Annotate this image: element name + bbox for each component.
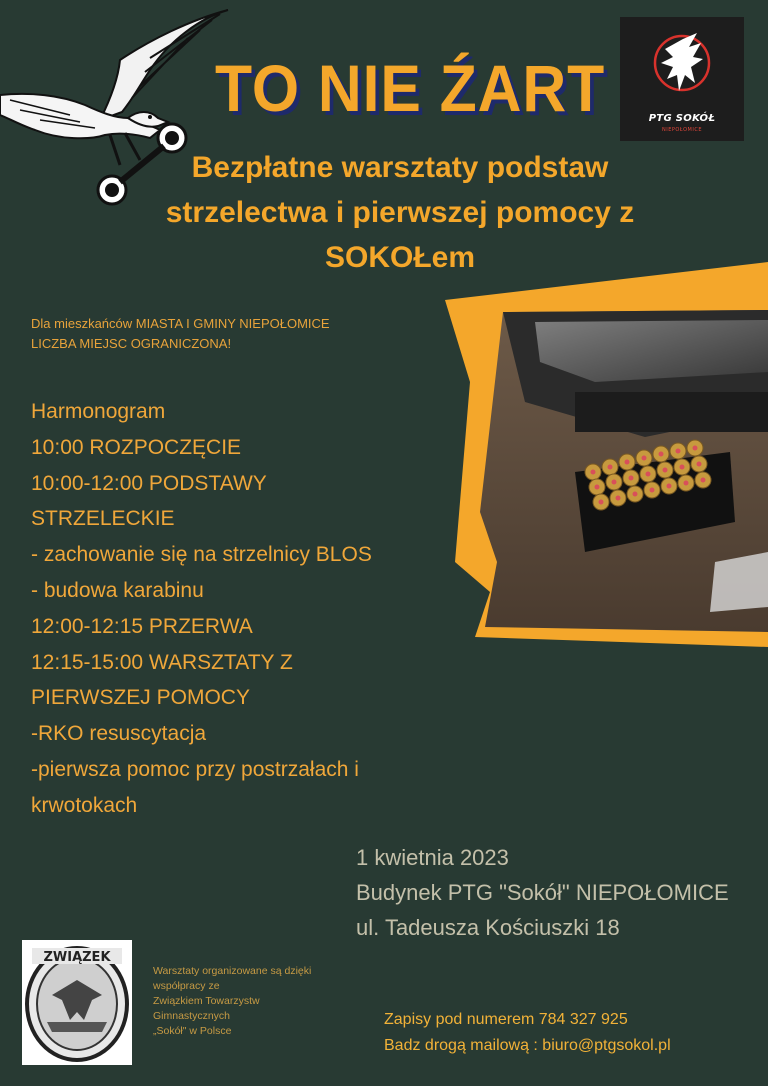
- org-note-line: Związkiem Towarzystw: [153, 995, 260, 1007]
- org-note-line: Warsztaty organizowane są dzięki: [153, 965, 312, 977]
- org-note-line: „Sokół" w Polsce: [153, 1025, 232, 1037]
- subtitle-line-3: SOKOŁem: [324, 241, 476, 274]
- schedule-item: 10:00-12:00 PODSTAWY: [31, 471, 267, 495]
- subtitle-line-1: Bezpłatne warsztaty podstaw: [191, 151, 609, 184]
- organizer-note: [153, 964, 353, 1039]
- email-line: Badz drogą mailową : biuro@ptgsokol.pl: [384, 1037, 671, 1054]
- schedule-item: krwotokach: [31, 793, 138, 817]
- schedule-item: STRZELECKIE: [31, 507, 175, 531]
- org-note-line: współpracy ze: [153, 980, 220, 992]
- schedule-item: 12:00-12:15 PRZERWA: [31, 614, 253, 638]
- schedule-item: - zachowanie się na strzelnicy BLOS: [31, 543, 372, 567]
- info-line-2: LICZBA MIEJSC OGRANICZONA!: [31, 336, 232, 351]
- event-details: [356, 840, 768, 945]
- phone-line: Zapisy pod numerem 784 327 925: [384, 1011, 628, 1028]
- event-date: 1 kwietnia 2023: [356, 845, 509, 870]
- event-address: ul. Tadeusza Kościuszki 18: [356, 915, 620, 940]
- org-note-line: Gimnastycznych: [153, 1010, 231, 1022]
- ptg-sokol-logo: [620, 17, 744, 141]
- logo-label: PTG SOKÓŁ: [648, 113, 716, 124]
- schedule-item: -RKO resuscytacja: [31, 722, 207, 746]
- contact-info: [384, 1007, 764, 1059]
- association-emblem: [22, 940, 132, 1065]
- falcon-icon: [653, 29, 711, 107]
- schedule-item: PIERWSZEJ POMOCY: [31, 686, 250, 710]
- schedule-item: - budowa karabinu: [31, 578, 204, 602]
- subtitle: [150, 145, 650, 280]
- event-place: Budynek PTG "Sokół" NIEPOŁOMICE: [356, 880, 729, 905]
- logo-sublabel: NIEPOŁOMICE: [661, 127, 702, 133]
- headline: TO NIE ŹART: [215, 51, 606, 125]
- schedule: [31, 394, 461, 824]
- info-line-1: Dla mieszkańców MIASTA I GMINY NIEPOŁOMICE: [31, 316, 330, 331]
- schedule-item: 12:15-15:00 WARSZTATY Z: [31, 650, 293, 674]
- subtitle-line-2: strzelectwa i pierwszej pomocy z: [165, 196, 635, 229]
- audience-info: [31, 314, 431, 354]
- schedule-item: 10:00 ROZPOCZĘCIE: [31, 435, 242, 459]
- emblem-text: ZWIĄZEK: [43, 950, 111, 965]
- schedule-heading: Harmonogram: [31, 400, 166, 423]
- ammunition-photo: [445, 262, 768, 647]
- schedule-item: -pierwsza pomoc przy postrzałach i: [31, 757, 359, 781]
